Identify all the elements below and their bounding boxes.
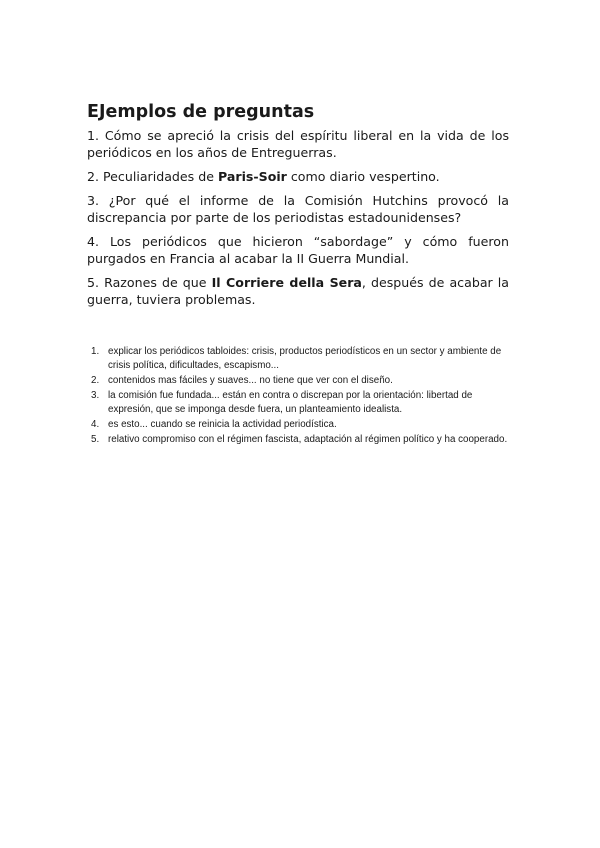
answer-item — [91, 389, 509, 417]
answers-list — [91, 345, 509, 448]
question-text: 3. ¿Por qué el informe de la Comisión Hutchins provocó la discrepancia por parte de los periodistas estadounidenses? — [87, 193, 509, 225]
question-bold-text: Paris-Soir — [217, 169, 287, 184]
question-item — [87, 274, 509, 308]
answer-text: es esto... cuando se reinicia la actividad periodística. — [108, 419, 337, 430]
answer-item — [91, 345, 509, 373]
answer-number: 4. — [91, 419, 100, 430]
answer-text: explicar los periódicos tabloides: crisis, productos periodísticos en un sector y ambiente de crisis política, dificultades, escapismo... — [108, 346, 502, 371]
question-text: 1. Cómo se apreció la crisis del espíritu liberal en la vida de los periódicos en los años de Entreguerras. — [87, 128, 509, 160]
question-text-after: como diario vespertino. — [286, 169, 440, 184]
answer-number: 2. — [91, 375, 100, 386]
question-item — [87, 192, 509, 226]
page-heading: EJemplos de preguntas — [87, 102, 315, 122]
question-text-after: , después de acabar la guerra, tuviera problemas. — [87, 275, 510, 307]
question-bold-text: Il Corriere della Sera — [211, 275, 362, 290]
question-item — [87, 168, 509, 185]
answer-item — [91, 433, 509, 447]
question-item — [87, 233, 509, 267]
answer-text: relativo compromiso con el régimen fascista, adaptación al régimen político y ha cooperado. — [108, 434, 508, 445]
answer-number: 5. — [91, 434, 100, 445]
answer-item — [91, 418, 509, 432]
question-text: 5. Razones de que — [87, 275, 212, 290]
answer-text: la comisión fue fundada... están en contra o discrepan por la orientación: libertad de expresión, que se imponga desde fuera, un planteamiento idealista. — [108, 390, 473, 415]
answer-number: 3. — [91, 390, 100, 401]
answer-item — [91, 374, 509, 388]
question-text: 2. Peculiaridades de — [87, 169, 218, 184]
answer-text: contenidos mas fáciles y suaves... no tiene que ver con el diseño. — [108, 375, 393, 386]
question-text: 4. Los periódicos que hicieron “sabordage” y cómo fueron purgados en Francia al acabar la II Guerra Mundial. — [87, 234, 509, 266]
question-item — [87, 127, 509, 161]
questions-section — [87, 127, 509, 315]
answer-number: 1. — [91, 346, 100, 357]
